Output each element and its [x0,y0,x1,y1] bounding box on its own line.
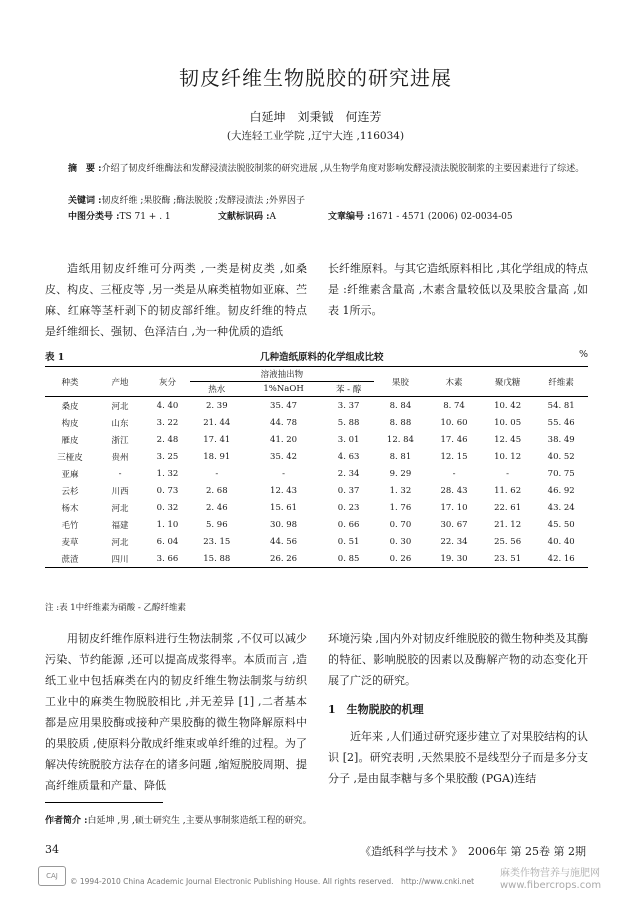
table-cell: 云杉 [61,486,79,497]
footnote-divider [45,802,163,803]
table-cell: 19. 30 [440,553,468,564]
table-cell: 雁皮 [61,435,79,446]
table-cell: 0. 51 [337,536,360,547]
table-cell: 杨木 [61,503,79,514]
table-body [45,397,588,568]
table-row [45,414,588,431]
table-cell: 17. 41 [203,434,231,445]
table-cell: 26. 26 [270,553,298,564]
journal-line: 《造纸科学与技术 》 2006年 第 25卷 第 2期 [360,845,586,858]
table-cell: 1. 32 [389,485,412,496]
table-cell: 3. 66 [156,553,179,564]
col-header-pectin: 果胶 [391,377,409,388]
table-cell: 2. 34 [337,468,360,479]
table-cell: 2. 39 [205,400,228,411]
table-cell: 23. 51 [494,553,522,564]
table-cell: 38. 49 [547,434,575,445]
table-row [45,533,588,550]
table-cell: 10. 05 [494,417,522,428]
table-cell: 蔗渣 [61,554,79,565]
col-header-lignin: 木素 [445,377,463,388]
table-cell: 40. 40 [547,536,575,547]
table-cell: 25. 56 [494,536,522,547]
table-cell: 2. 48 [156,434,179,445]
clc-value: TS 71 + . 1 [119,212,171,222]
table-cell: 45. 50 [547,519,575,530]
table-cell: - [506,468,510,479]
table-cell: 40. 52 [547,451,575,462]
table-cell: 43. 24 [547,502,575,513]
composition-table [45,366,588,568]
table-cell: 河北 [111,401,129,412]
body-column-1: 用韧皮纤维作原料进行生物法制浆 ,不仅可以减少污染、节约能源 ,还可以提高成浆得率。本质而言 ,造纸工业中包括麻类在内的韧皮纤维生物法制浆与纺织工业中的麻类生物脱胶相比 ,并无差异 [1] ,二者基本都是应用果胶酶或接种产果胶酶的微生物降解原料中的果胶质 ,使原料分散成纤维束或单纤维的过程。为了解决传统脱胶方法存在的诸多问题 ,缩短脱胶周期、提高纤维质量和产量、降低 [45,632,307,792]
table-cell: 46. 92 [547,485,575,496]
table-row [45,431,588,448]
table-caption: 几种造纸原料的化学组成比较 [259,352,384,363]
table-cell: 12. 45 [494,434,522,445]
author-info-text: 白延坤 ,男 ,硕士研究生 ,主要从事制浆造纸工程的研究。 [87,816,312,826]
table-cell: 1. 32 [156,468,179,479]
copyright-line: © 1994-2010 China Academic Journal Electronic Publishing House. All rights reserved. http://www.cnki.net [70,877,475,886]
table-cell: 22. 34 [440,536,468,547]
table-row [45,499,588,516]
table-row [45,448,588,465]
table-cell: 54. 81 [547,400,575,411]
col-header-pentosan: 聚戊糖 [494,377,521,388]
table-cell: 贵州 [111,452,129,463]
table-cell: 3. 25 [156,451,179,462]
table-cell: 3. 22 [156,417,179,428]
col-header-species: 种类 [61,377,79,388]
affiliation: (大连轻工业学院 ,辽宁大连 ,116034) [226,130,405,142]
author-list: 白延坤 刘秉钺 何连芳 [249,110,382,124]
table-cell: 17. 46 [440,434,468,445]
table-cell: 麦草 [61,537,79,548]
table-cell: 0. 23 [337,502,360,513]
table-cell: 10. 12 [494,451,522,462]
table-cell: - [118,468,122,479]
body-col2-paragraph-1: 环境污染 ,国内外对韧皮纤维脱胶的微生物种类及其酶的特征、影响脱胶的因素以及酶解产物的动态变化开展了广泛的研究。 [328,632,588,687]
table-cell: 30. 98 [270,519,298,530]
table-cell: 亚麻 [61,469,79,480]
table-cell: 0. 73 [156,485,179,496]
intro-column-2: 长纤维原料。与其它造纸原料相比 ,其化学组成的特点是 :纤维素含量高 ,木素含量较低以及果胶含量高 ,如表 1所示。 [328,262,588,317]
table-cell: - [282,468,285,479]
table-cell: 0. 66 [337,519,360,530]
table-cell: 10. 42 [494,400,522,411]
table-cell: 浙江 [111,435,129,446]
table-cell: 41. 20 [270,434,298,445]
table-cell: 2. 46 [205,502,228,513]
body-column-2 [328,628,588,789]
table-cell: 10. 60 [440,417,468,428]
article-no-label: 文章编号 : [328,212,371,222]
table-cell: 70. 75 [547,468,575,479]
article-no-value: 1671 - 4571 (2006) 02-0034-05 [370,212,513,222]
keywords-text: 韧皮纤维 ;果胶酶 ;酶法脱胶 ;发酵浸渍法 ;外界因子 [101,196,306,206]
table-row [45,465,588,482]
table-cell: 55. 46 [547,417,575,428]
abstract [68,162,588,177]
col-header-ash: 灰分 [158,377,176,388]
doc-code-value: A [269,212,276,222]
doc-code-label: 文献标识码 : [218,212,270,222]
table-title [45,349,588,363]
table-cell: 12. 43 [270,485,298,496]
table-unit: % [578,349,588,360]
table-cell: 0. 32 [156,502,179,513]
body-col2-paragraph-2: 近年来 ,人们通过研究逐步建立了对果胶结构的认识 [2]。研究表明 ,天然果胶不是线型分子而是多分支分子 ,是由鼠李糖与多个果胶酸 (PGA)连结 [328,730,588,785]
table-cell: 8. 81 [389,451,412,462]
table-cell: 4. 40 [156,400,179,411]
table-cell: 0. 26 [389,553,412,564]
table-cell: 0. 70 [389,519,412,530]
author-info-label: 作者简介 : [45,816,88,826]
table-cell: 12. 15 [440,451,468,462]
table-cell: 15. 61 [270,502,298,513]
table-cell: 5. 96 [205,519,228,530]
keywords [68,194,588,209]
table-row [45,550,588,568]
abstract-label: 摘 要 : [68,164,102,174]
table-cell: 四川 [111,554,129,565]
table-cell: 3. 37 [337,400,360,411]
site-watermark [500,868,601,892]
watermark-line-2: www.fibercrops.com [500,880,602,891]
table-cell: 1. 10 [156,519,179,530]
table-cell: 42. 16 [547,553,575,564]
watermark-line-1: 麻类作物营养与施肥网 [500,868,600,879]
table-cell: 山东 [111,418,129,429]
table-cell: 35. 42 [270,451,298,462]
table-cell: 21. 44 [203,417,231,428]
col-header-extract: 溶液抽出物 [190,367,374,382]
table-cell: 6. 04 [156,536,179,547]
table-cell: - [215,468,219,479]
table-cell: 川西 [111,486,129,497]
subheader-hot-water: 热水 [208,385,226,395]
table-cell: 8. 88 [389,417,412,428]
table-cell: 0. 30 [389,536,412,547]
section-heading: 1 生物脱胶的机理 [328,703,424,716]
col-header-cellulose: 纤维素 [548,377,574,388]
table-cell: 30. 67 [440,519,468,530]
table-cell: 44. 56 [270,536,298,547]
table-cell: 12. 84 [386,434,414,445]
table-cell: 毛竹 [61,520,79,531]
col-header-origin: 产地 [111,377,129,388]
table-row [45,397,588,415]
table-cell: 35. 47 [270,400,298,411]
table-cell: 构皮 [61,418,79,429]
table-row [45,482,588,499]
author-info [45,813,312,826]
table-cell: 河北 [111,503,129,514]
page-number: 34 [45,843,59,856]
table-note: 注 :表 1中纤维素为硝酸 - 乙醇纤维素 [45,603,186,613]
table-cell: 8. 84 [389,400,412,411]
table-cell: 2. 68 [205,485,228,496]
table-cell: 河北 [111,537,129,548]
table-cell: 3. 01 [337,434,360,445]
abstract-text: 介绍了韧皮纤维酶法和发酵浸渍法脱胶制浆的研究进展 ,从生物学角度对影响发酵浸渍法脱胶制浆的主要因素进行了综述。 [101,164,585,174]
table-cell: 三桠皮 [57,452,83,463]
table-cell: 0. 85 [337,553,360,564]
table-cell: - [452,468,456,479]
keywords-label: 关键词 : [68,196,102,206]
table-cell: 桑皮 [61,401,79,412]
table-cell: 17. 10 [440,502,468,513]
clc-label: 中图分类号 : [68,212,120,222]
table-cell: 22. 61 [494,502,522,513]
table-cell: 9. 29 [389,468,412,479]
subheader-benzene-alcohol: 苯 - 醇 [335,385,362,395]
intro-column-1: 造纸用韧皮纤维可分两类 ,一类是树皮类 ,如桑皮、构皮、三桠皮等 ,另一类是从麻类植物如亚麻、苎麻、红麻等茎杆剥下的韧皮部纤维。韧皮纤维的特点是纤维细长、强韧、色泽洁白 ,为一种优质的造纸 [45,262,307,338]
paper-title: 韧皮纤维生物脱胶的研究进展 [179,66,452,90]
cnki-logo: CAJ [38,866,66,886]
table-cell: 4. 63 [337,451,360,462]
table-cell: 福建 [111,520,129,531]
classification-line [68,209,588,222]
table-cell: 8. 74 [443,400,465,411]
table-row [45,516,588,533]
table-label: 表 1 [45,352,65,363]
subheader-naoh: 1%NaOH [263,384,304,394]
table-cell: 18. 91 [203,451,231,462]
table-cell: 28. 43 [440,485,468,496]
table-cell: 11. 62 [494,485,522,496]
table-cell: 1. 76 [389,502,412,513]
table-cell: 15. 88 [203,553,231,564]
table-cell: 0. 37 [337,485,360,496]
table-cell: 23. 15 [203,536,231,547]
table-cell: 5. 88 [337,417,360,428]
table-cell: 44. 78 [270,417,298,428]
table-cell: 21. 12 [494,519,522,530]
